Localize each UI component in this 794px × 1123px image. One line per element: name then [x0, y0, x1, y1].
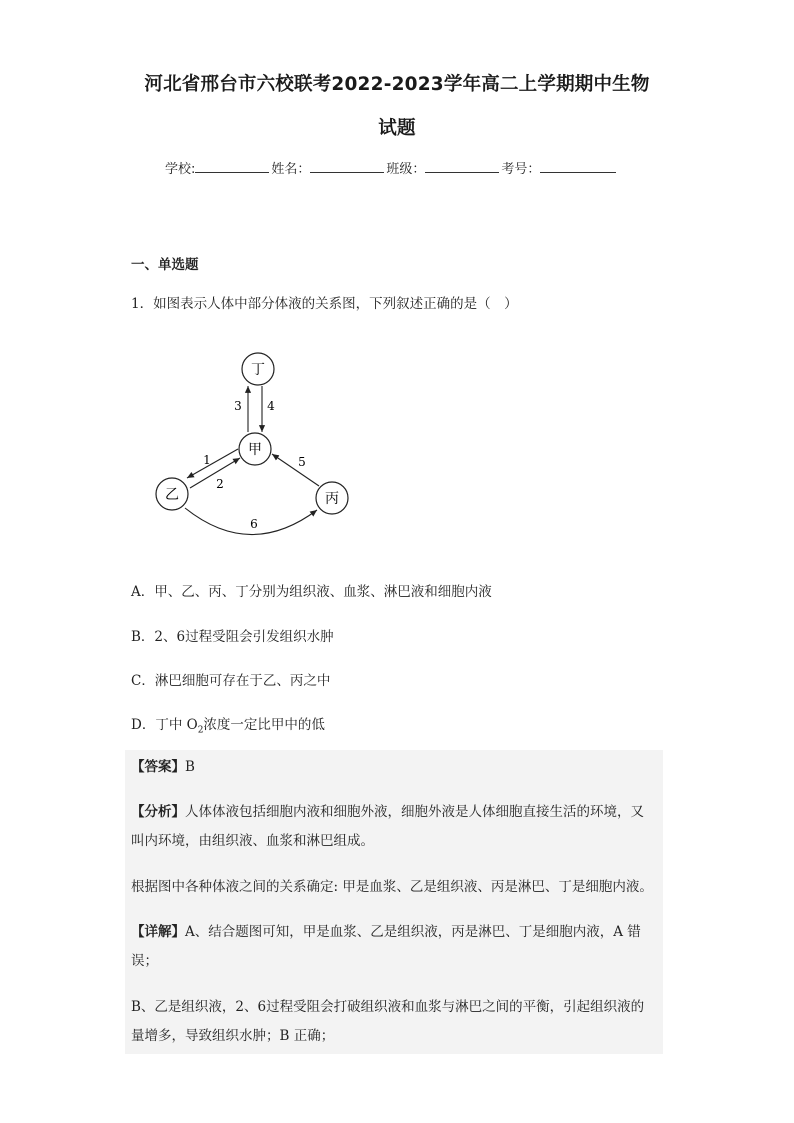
analysis-line2: 叫内环境，由组织液、血浆和淋巴组成。 — [131, 833, 374, 849]
analysis-line1 — [131, 798, 663, 826]
node-jia-label: 甲 — [248, 442, 262, 458]
option-d — [131, 713, 325, 736]
class-blank[interactable] — [425, 158, 499, 173]
detail-tag: 【详解】 — [131, 924, 185, 940]
node-yi — [156, 478, 188, 510]
node-ding — [242, 353, 274, 385]
option-b: B．2、6过程受阻会引发组织水肿 — [131, 629, 334, 645]
edge-label-2: 2 — [216, 477, 224, 491]
answer-value: B — [185, 759, 195, 775]
option-c: C．淋巴细胞可存在于乙、丙之中 — [131, 673, 331, 689]
relation-text: 根据图中各种体液之间的关系确定: 甲是血浆、乙是组织液、丙是淋巴、丁是细胞内液。 — [131, 879, 653, 895]
edge-label-4: 4 — [267, 399, 275, 413]
name-blank[interactable] — [310, 158, 384, 173]
analysis-tag: 【分析】 — [131, 804, 185, 820]
node-yi-label: 乙 — [165, 487, 179, 503]
exam-number-label: 考号： — [501, 162, 541, 177]
answer-line — [131, 753, 663, 781]
page-title-line1: 河北省邢台市六校联考2022-2023学年高二上学期期中生物 — [144, 74, 650, 95]
analysis-text1: 人体体液包括细胞内液和细胞外液，细胞外液是人体细胞直接生活的环境，又 — [185, 804, 644, 820]
arrow-5 — [272, 454, 319, 486]
detail-b-line1: B、乙是组织液，2、6过程受阻会打破组织液和血浆与淋巴之间的平衡，引起组织液的 — [131, 999, 645, 1015]
question-stem: 1．如图表示人体中部分体液的关系图，下列叙述正确的是（ ） — [131, 296, 518, 312]
school-blank[interactable] — [195, 158, 269, 173]
class-label: 班级： — [386, 162, 426, 177]
detail-a-line1 — [131, 918, 663, 946]
answer-tag: 【答案】 — [131, 759, 185, 775]
option-a: A．甲、乙、丙、丁分别为组织液、血浆、淋巴液和细胞内液 — [131, 584, 492, 600]
edge-label-3: 3 — [234, 399, 242, 413]
option-d-suffix: 浓度一定比甲中的低 — [203, 717, 325, 733]
node-jia — [239, 433, 271, 465]
option-d-subscript: 2 — [197, 725, 204, 736]
detail-a-text1: A、结合题图可知，甲是血浆、乙是组织液，丙是淋巴、丁是细胞内液，A 错 — [185, 924, 641, 940]
edge-label-1: 1 — [203, 453, 211, 467]
exam-number-blank[interactable] — [540, 158, 616, 173]
student-info-row — [165, 158, 618, 177]
node-bing-label: 丙 — [325, 491, 339, 507]
name-label: 姓名： — [271, 162, 311, 177]
detail-b-line2: 量增多，导致组织水肿；B 正确； — [131, 1028, 335, 1044]
node-bing — [316, 482, 348, 514]
page-title-line2: 试题 — [378, 118, 416, 139]
school-label: 学校: — [165, 162, 196, 177]
node-ding-label: 丁 — [251, 362, 265, 378]
edge-label-6: 6 — [250, 517, 258, 531]
edge-label-5: 5 — [298, 455, 306, 469]
option-d-prefix: D．丁中 O — [131, 717, 198, 733]
detail-a-line2: 误； — [131, 953, 158, 969]
section-title: 一、单选题 — [131, 257, 199, 273]
body-fluid-diagram — [140, 338, 370, 548]
